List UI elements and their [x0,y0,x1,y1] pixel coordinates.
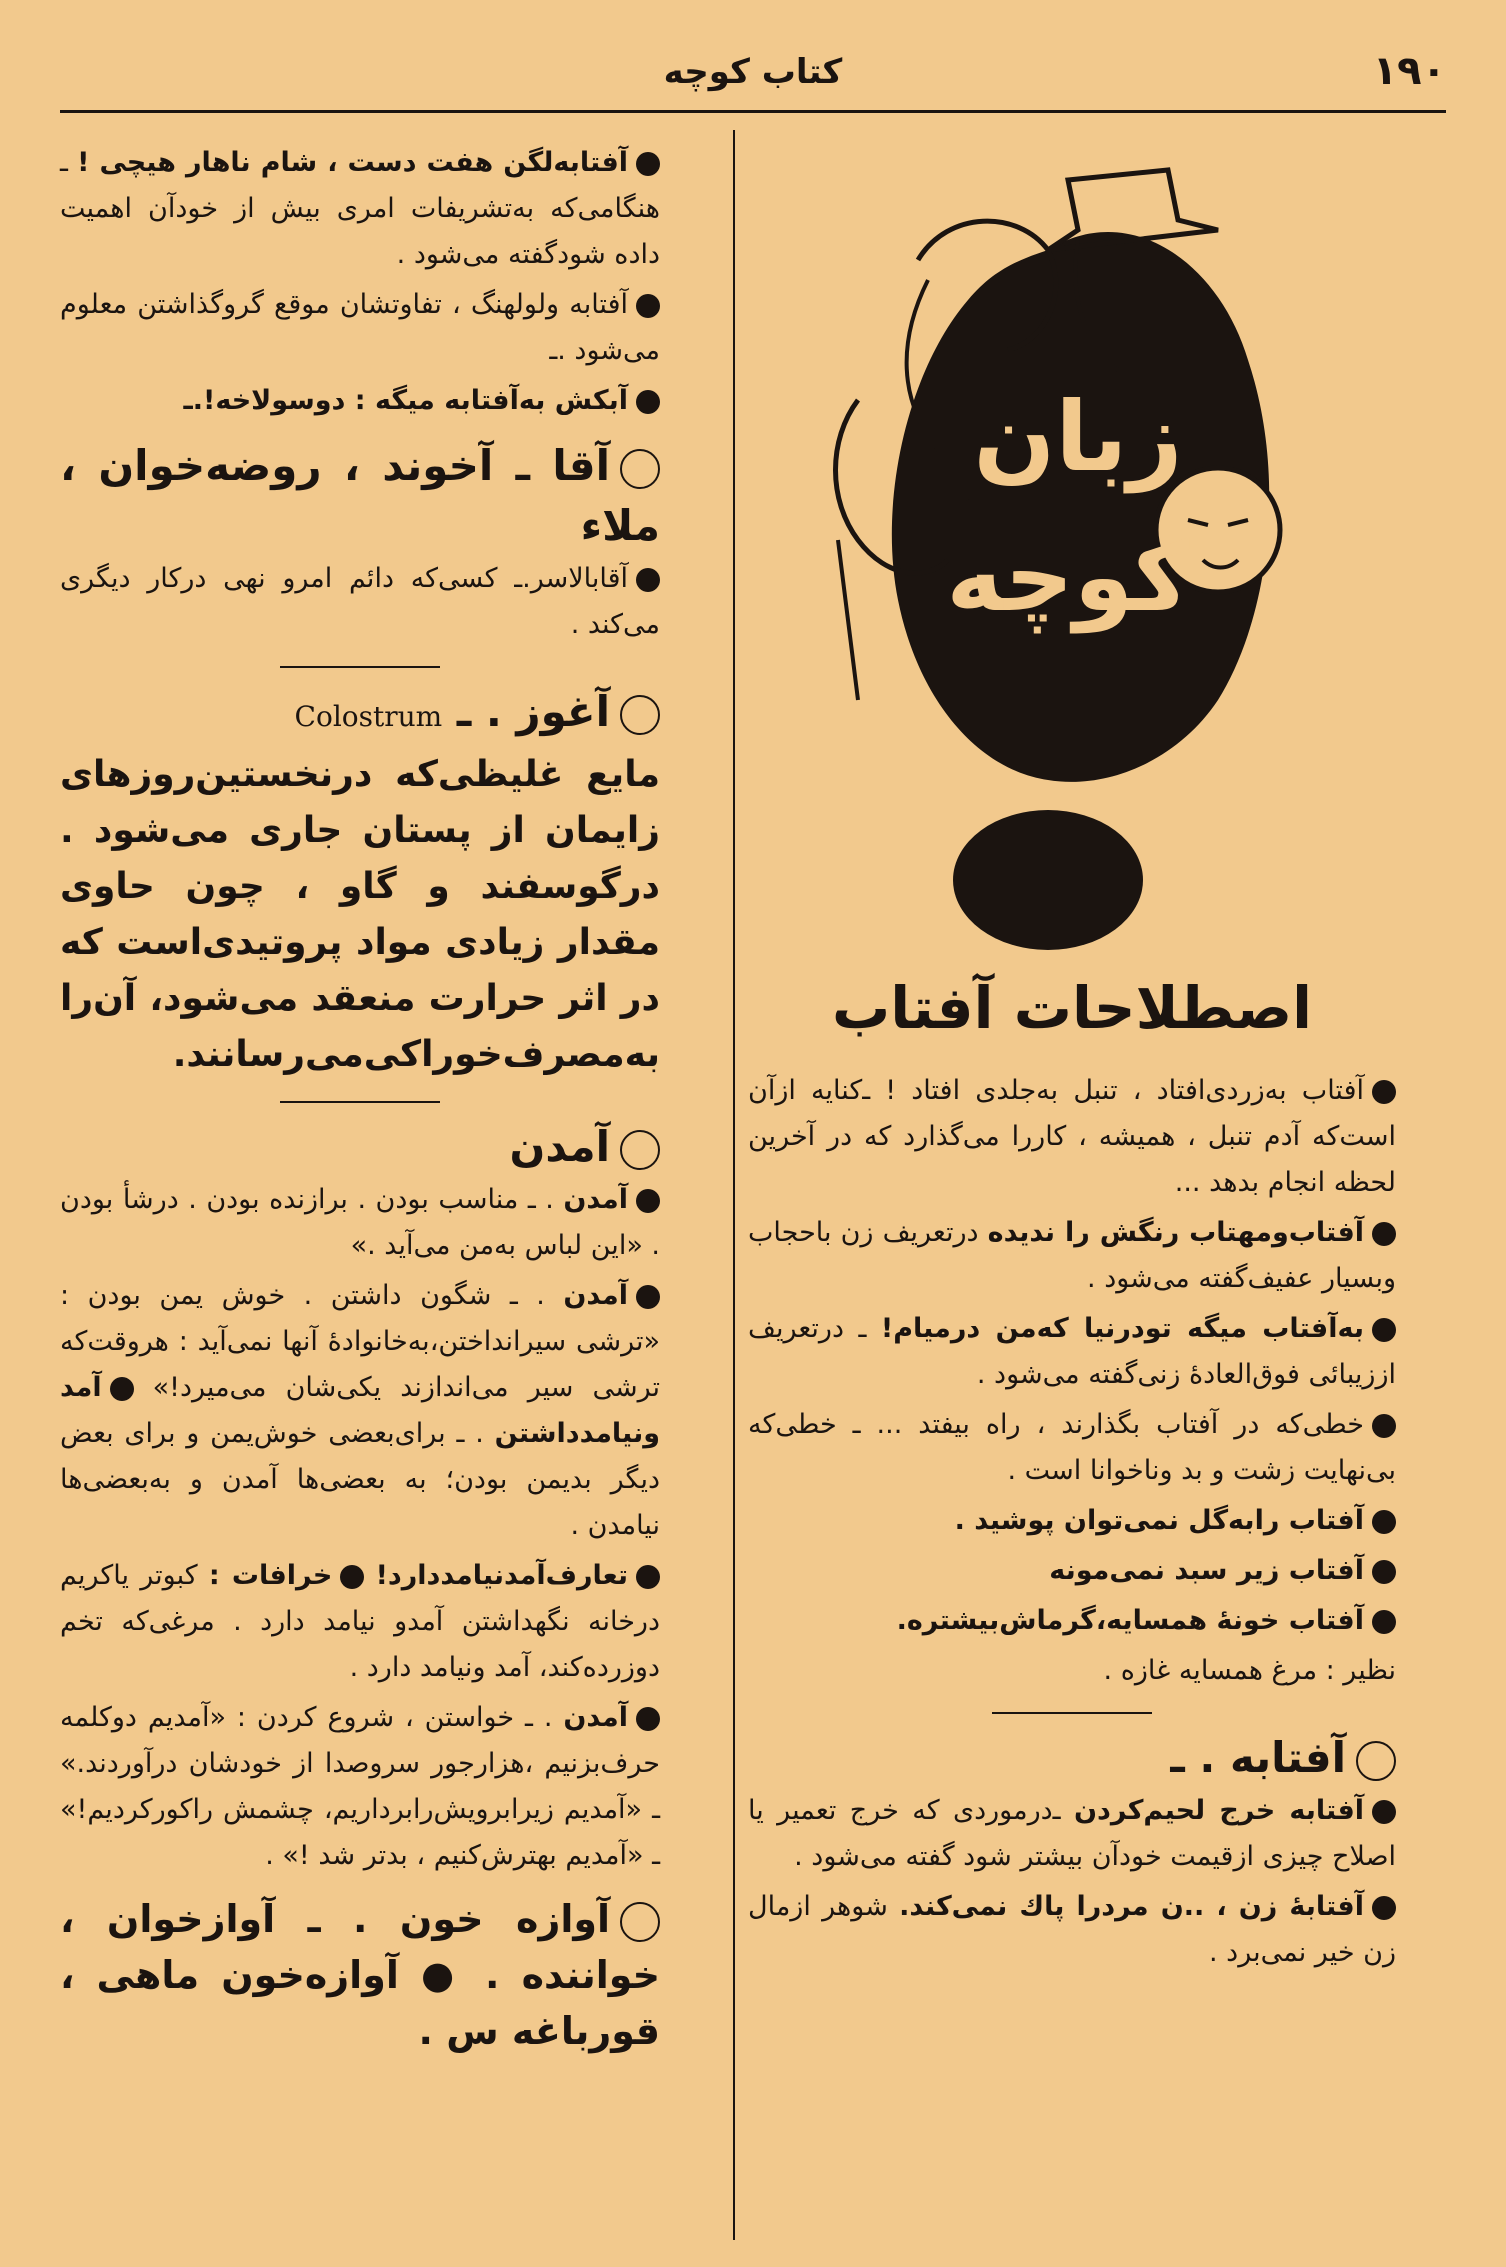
entry [748,1548,1396,1594]
bullet-icon [1372,1800,1396,1824]
entry-title: آبکش به‌آفتابه میگه : دوسولاخه!.ـ [183,385,628,416]
entry-text: کبوتر یاکریم درخانه نگهداشتن آمدو نیامد دارد . مرغی‌که تخم دوزرده‌کند، آمد ونیامد دارد . [60,1560,660,1683]
entry [748,1598,1396,1644]
entry-text: درتعریف زن باحجاب وبسیار عفیف‌گفته می‌شود . [748,1217,1396,1294]
bullet-icon [636,568,660,592]
bullet-icon [636,1565,660,1589]
entry [60,140,660,278]
entry-title: تعارف‌آمدنیامددارد! [375,1560,629,1591]
header-rule [60,110,1446,113]
headword [60,682,660,747]
bullet-icon [1372,1414,1396,1438]
entry-text: شوهر ازمال زن خیر نمی‌برد . [748,1891,1396,1968]
bullet-icon [110,1377,134,1401]
headword [60,1891,660,2059]
entry-text: آفتاب به‌زردی‌افتاد ، تنبل به‌جلدی افتاد ! ـ‌کنایه ازآن است‌که آدم تنبل ، همیشه ، کاررا می‌گذارد که در آخرین لحظه انجام بدهد ... [748,1075,1396,1198]
entry [60,378,660,424]
bullet-icon [636,1189,660,1213]
separator [280,1101,440,1103]
bullet-icon [1372,1896,1396,1920]
headword-text: آفتابه . ـ [1170,1733,1346,1782]
page-number: ۱۹۰ [1372,48,1446,94]
entry-title: آمدن [563,1280,628,1311]
bullet-icon [1372,1560,1396,1584]
entry-title: آمدن [563,1702,628,1733]
entry [60,282,660,374]
entry-text: ـ درتعریف اززیبائی فوق‌العادهٔ زنی‌گفته می‌شود . [748,1313,1396,1390]
entry-text: آفتابه ولولهنگ ، تفاوتشان موقع گروگذاشتن معلوم می‌شود .ـ [60,289,660,366]
entry [60,1273,660,1549]
separator [992,1712,1152,1714]
bullet-icon [1372,1610,1396,1634]
entry-text: . ـ خواستن ، شروع کردن : «آمدیم دوکلمه حرف‌بزنیم ،هزارجور سروصدا از خودشان درآوردند.» ـ «آمدیم زیرابرویش‌رابرداریم، چشمش راکورکردیم!» ـ «آمدیم بهترش‌کنیم ، بدتر شد !» . [60,1702,660,1871]
entry [748,1788,1396,1880]
entry-text: ـ‌درموردی که خرج تعمیر یا اصلاح چیزی ازقیمت خودآن بیشتر شود گفته می‌شود . [748,1795,1396,1872]
bullet-icon [636,390,660,414]
bullet-icon [636,1707,660,1731]
nazir-line: نظیر : مرغ همسایه غازه . [1103,1655,1396,1686]
entry [748,1210,1396,1302]
bullet-icon [636,294,660,318]
separator [280,666,440,668]
illustration-title-line1: زبان [973,381,1183,493]
latin-term: Colostrum [294,700,443,733]
entry [60,1177,660,1269]
bullet-icon [340,1565,364,1589]
bullet-icon [1372,1222,1396,1246]
entry-text: خطی‌که در آفتاب بگذارند ، راه بیفتد ... ـ خطی‌که بی‌نهایت زشت و بد وناخوانا است . [748,1409,1396,1486]
entry-title: آفتابهٔ زن ، ..ن مردرا پاك نمی‌کند. [899,1891,1364,1922]
running-title: کتاب کوچه [663,52,843,92]
right-column [748,140,1396,1980]
entry-text: . ـ برای‌بعضی خوش‌یمن و برای بعض دیگر بدیمن بودن؛ به بعضی‌ها آمدن و به‌بعضی‌ها نیامدن . [60,1418,660,1541]
entry [60,1553,660,1691]
headword-text: آمدن [509,1122,610,1171]
bullet-icon [636,1285,660,1309]
bullet-icon [1372,1510,1396,1534]
entry-title: آفتاب خونهٔ همسایه،گرماش‌بیشتره. [896,1605,1364,1636]
column-divider [733,130,735,2240]
ink-drop [953,810,1143,950]
ring-icon [620,695,660,735]
headword [60,1117,660,1177]
illustration-title-line2: کوچه [946,521,1190,633]
entry-title: آفتابه خرج لحیم‌کردن [1074,1795,1364,1826]
entry-title: آمد ونیامدداشتن [60,1372,660,1449]
entry [60,1695,660,1879]
bullet-icon [1372,1080,1396,1104]
entry-title: آمدن [563,1184,628,1215]
section-heading: اصطلاحات آفتاب [831,974,1313,1042]
definition: مایع غلیظی‌که درنخستین‌روزهای زایمان از پستان جاری می‌شود . درگوسفند و گاو ، چون حاوی مقدار زیادی مواد پروتیدی‌است که در اثر حرارت منعقد می‌شود، آن‌را به‌مصرف‌خوراکی‌می‌رسانند. [60,754,660,1075]
headword [748,1728,1396,1788]
entry-title: خرافات : [208,1560,333,1591]
bullet-icon [1372,1318,1396,1342]
page-header [60,40,1446,110]
ring-icon [620,1902,660,1942]
entry [748,1402,1396,1494]
entry-title: آفتاب زیر سبد نمی‌مونه [1049,1555,1364,1586]
headword-text: آوازه خون . ـ آوازخوان ، خواننده . ● آوازه‌خون ماهی ، قورباغه س . [60,1897,660,2053]
entry-text: آقابالاسر.ـ کسی‌که دائم امرو نهی درکار دیگری می‌کند . [60,563,660,640]
ring-icon [1356,1741,1396,1781]
headword-text: آقا ـ آخوند ، روضه‌خوان ، ملاء [60,441,660,550]
entry-text: . ـ مناسب بودن . برازنده بودن . درشأ بودن . «این لباس به‌من می‌آید .» [60,1184,660,1261]
entry [60,556,660,648]
entry-text: . ـ شگون داشتن . خوش یمن بودن : «ترشی سیرانداختن،به‌خانوادهٔ آنها نمی‌آید : هروقت‌که ترشی سیر می‌اندازند یکی‌شان می‌میرد!» [60,1280,660,1403]
headword [60,436,660,556]
left-column [60,140,660,2059]
headword-text: آغوز . ـ [456,687,610,736]
entry-text: ـ هنگامی‌که به‌تشریفات امری بیش از خودآن اهمیت داده شودگفته می‌شود . [60,147,660,270]
ring-icon [620,449,660,489]
bullet-icon [636,152,660,176]
entry [748,1884,1396,1976]
ring-icon [620,1130,660,1170]
zaban-koocheh-illustration [748,140,1396,960]
entry-title: آفتابه‌لگن هفت دست ، شام ناهار هیچی ! [77,147,629,178]
entry-title: آفتاب رابه‌گل نمی‌توان پوشید . [954,1505,1364,1536]
entry [748,1068,1396,1206]
entry [748,1306,1396,1398]
entry [748,1498,1396,1544]
entry-title: به‌آفتاب میگه تودرنیا که‌من درمیام! [880,1313,1364,1344]
entry-title: آفتاب‌ومهتاب رنگش را ندیده [987,1217,1365,1248]
